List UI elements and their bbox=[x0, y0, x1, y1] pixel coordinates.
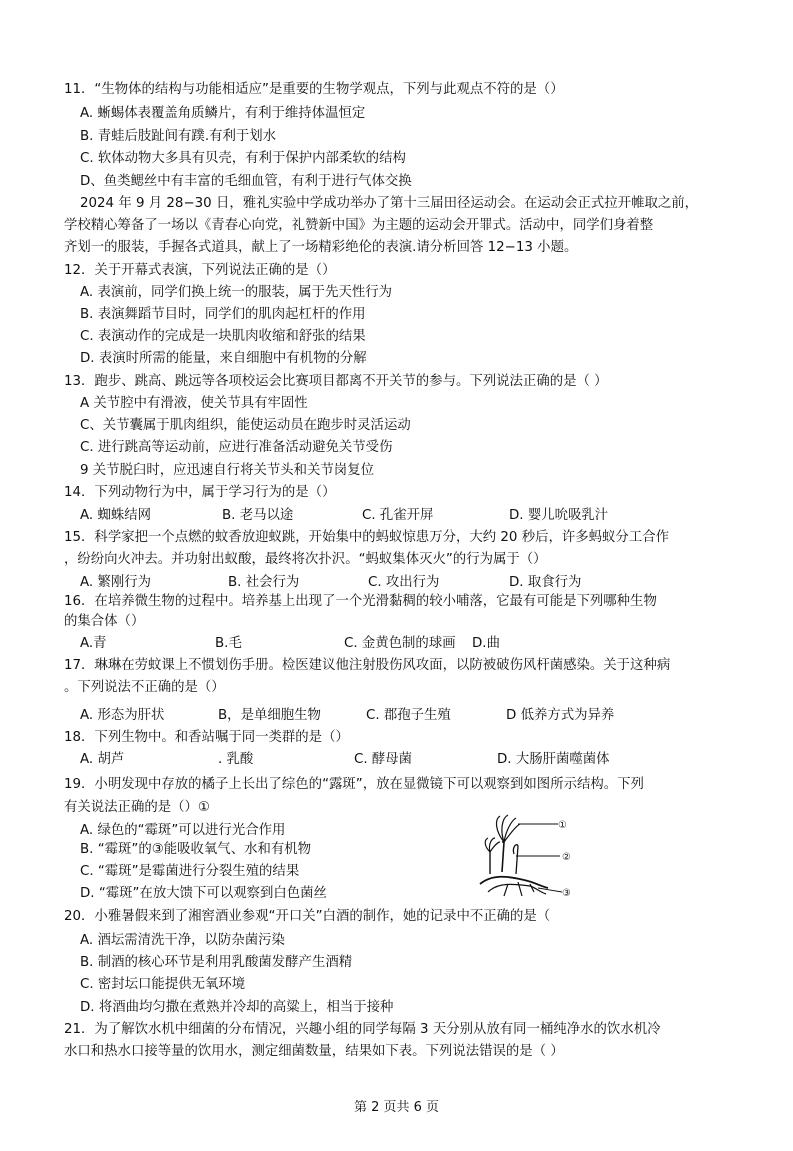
q19-option-c: C. “霉斑”是霉菌进行分裂生殖的结果 bbox=[80, 864, 300, 879]
q17-option-a: A. 形态为肝状 bbox=[80, 708, 165, 723]
q12-stem: 12．关于开幕式表演，下列说法正确的是（） bbox=[64, 263, 336, 278]
q18-option-b: . 乳酸 bbox=[218, 752, 254, 767]
mold-structure-figure bbox=[478, 812, 578, 898]
q15-option-a: A. 繁刚行为 bbox=[80, 575, 151, 590]
q17-option-c: C. 郡孢子生殖 bbox=[366, 708, 451, 723]
q15-option-d: D. 取食行为 bbox=[509, 575, 582, 590]
q19-stem-line-1: 19．小明发现中存放的橘子上长出了综色的“露斑”，放在显微镜下可以观察到如图所示结构。下列 bbox=[64, 777, 644, 792]
q11-option-d: D、鱼类鳃丝中有丰富的毛细血管，有利于进行气体交换 bbox=[80, 174, 412, 189]
q12-option-b: B. 表演舞蹈节目时，同学们的肌肉起杠杆的作用 bbox=[80, 307, 366, 322]
q15-stem-line-1: 15．科学家把一个点燃的蚊香放迎蚁跳，开始集中的蚂蚁惊患万分，大约 20 秒后，许多蚂蚁分工合作 bbox=[64, 530, 669, 545]
q21-stem-line-1: 21．为了解饮水机中细菌的分布情况，兴趣小组的同学每隔 3 天分别从放有同一桶纯净水的饮水机冷 bbox=[64, 1022, 661, 1037]
q15-stem-line-2: ，纷纷向火冲去。并功射出蚁酸，最终将次扑沢。“蚂蚁集体灭火”的行为属于（） bbox=[64, 552, 547, 567]
q11-stem: 11．“生物体的结构与功能相适应”是重要的生物学观点，下列与此观点不符的是（） bbox=[64, 82, 564, 97]
page-number: 第 2 页共 6 页 bbox=[353, 1100, 440, 1115]
q14-option-d: D. 婴儿吮吸乳汁 bbox=[509, 508, 609, 523]
q19-option-b: B. “霉斑”的③能吸收氧气、水和有机物 bbox=[80, 842, 312, 857]
q16-option-a: A.青 bbox=[80, 636, 107, 651]
passage-line-3: 齐划一的服装，手握各式道具，献上了一场精彩绝伦的表演.请分析回答 12−13 小题。 bbox=[64, 240, 578, 255]
upright-hypha bbox=[513, 845, 518, 874]
q14-option-a: A. 蜘蛛结网 bbox=[80, 508, 151, 523]
q20-option-c: C. 密封坛口能提供无氧环境 bbox=[80, 977, 246, 992]
q19-stem-line-2: 有关说法正确的是（）① bbox=[64, 800, 210, 815]
q16-option-b: B.毛 bbox=[215, 636, 242, 651]
fig-label-1: ① bbox=[558, 820, 567, 831]
q13-option-d: 9 关节脱臼时，应迅速自行将关节头和关节岗复位 bbox=[80, 463, 374, 478]
q14-stem: 14．下列动物行为中，属于学习行为的是（） bbox=[64, 485, 336, 500]
q12-option-c: C. 表演动作的完成是一块肌肉收缩和舒张的结果 bbox=[80, 329, 366, 344]
q13-option-c: C. 进行跳高等运动前，应进行准备活动避免关节受伤 bbox=[80, 440, 393, 455]
root-hypha bbox=[488, 884, 546, 894]
q20-option-b: B. 制酒的核心环节是利用乳酸菌发酵产生酒精 bbox=[80, 955, 353, 970]
q13-option-b: C、关节囊属于肌肉组织，能使运动员在跑步时灵活运动 bbox=[80, 418, 411, 433]
q14-option-c: C. 孔雀开屏 bbox=[362, 508, 434, 523]
q12-option-d: D. 表演时所需的能量，来自细胞中有机物的分解 bbox=[80, 351, 367, 366]
fig-label-2: ② bbox=[562, 852, 571, 863]
q13-option-a: A 关节腔中有滑液，使关节具有牢固性 bbox=[80, 396, 308, 411]
sporangium-head-small bbox=[485, 838, 500, 874]
q18-stem: 18．下列生物中。和香站嘱于同一类群的是（） bbox=[64, 730, 349, 745]
q18-option-a: A. 胡芦 bbox=[80, 752, 125, 767]
q16-stem-line-2: 的集合体（） bbox=[64, 614, 145, 629]
q19-option-d: D. “霉斑”在放大馈下可以观察到白色菌丝 bbox=[80, 886, 327, 901]
q13-stem: 13．跑步、跳高、跳远等各项校运会比赛项目都离不开关节的参与。下列说法正确的是（ ） bbox=[64, 374, 608, 389]
fig-label-3: ③ bbox=[562, 888, 571, 898]
q16-option-c: C. 金黄色制的球画 bbox=[344, 636, 456, 651]
q14-option-b: B. 老马以途 bbox=[222, 508, 294, 523]
q11-option-c: C. 软体动物大多具有贝壳，有利于保护内部柔软的结构 bbox=[80, 151, 406, 166]
q20-option-a: A. 酒坛需清洗干净，以防杂菌污染 bbox=[80, 933, 285, 948]
q15-option-c: C. 攻出行为 bbox=[368, 575, 440, 590]
q17-stem-line-1: 17．琳琳在劳蚊课上不惯划伤手册。检医建议他注射股伤风攻面，以防被破伤风杆菌感染。关于这种病 bbox=[64, 658, 671, 673]
q20-stem: 20．小雅暑假来到了湘窖酒业参观“开口关”白酒的制作，她的记录中不正确的是（ bbox=[64, 909, 551, 924]
q11-option-b: B. 青蛙后肢趾间有蹼.有利于划水 bbox=[80, 129, 277, 144]
q19-option-a: A. 绿色的“霉斑”可以进行光合作用 bbox=[80, 823, 286, 838]
q12-option-a: A. 表演前，同学们换上统一的服装，属于先天性行为 bbox=[80, 285, 393, 300]
passage-line-1: 2024 年 9 月 28−30 日，雅礼实验中学成功举办了第十三届田径运动会。在运动会正式拉开帷取之前， bbox=[80, 196, 699, 211]
q16-option-d: D.曲 bbox=[472, 636, 500, 651]
q11-option-a: A. 蜥蜴体表覆盖角质鳞片，有利于维持体温恒定 bbox=[80, 106, 366, 121]
q16-stem-line-1: 16．在培养微生物的过程中。培养基上出现了一个光滑黏稠的较小哺落，它最有可能是下列哪种生物 bbox=[64, 594, 657, 609]
q17-option-d: D 低养方式为异养 bbox=[506, 708, 615, 723]
q15-option-b: B. 社会行为 bbox=[228, 575, 300, 590]
passage-line-2: 学校精心筹备了一场以《青春心向党，礼赞新中国》为主题的运动会开罪式。活动中，同学们身着整 bbox=[64, 218, 654, 233]
q17-option-b: B，是单细胞生物 bbox=[218, 708, 321, 723]
base-hypha bbox=[480, 877, 548, 888]
q20-option-d: D. 将酒曲均匀撒在煮熟并冷却的高粱上，相当于接种 bbox=[80, 1000, 394, 1015]
q17-stem-line-2: 。下列说法不正确的是（） bbox=[64, 680, 225, 695]
q21-stem-line-2: 水口和热水口接等量的饮用水，测定细菌数量，结果如下表。下列说法错误的是（ ） bbox=[64, 1044, 564, 1059]
q18-option-d: D. 大肠肝菌噬菌体 bbox=[497, 752, 610, 767]
q18-option-c: C. 酵母菌 bbox=[354, 752, 413, 767]
